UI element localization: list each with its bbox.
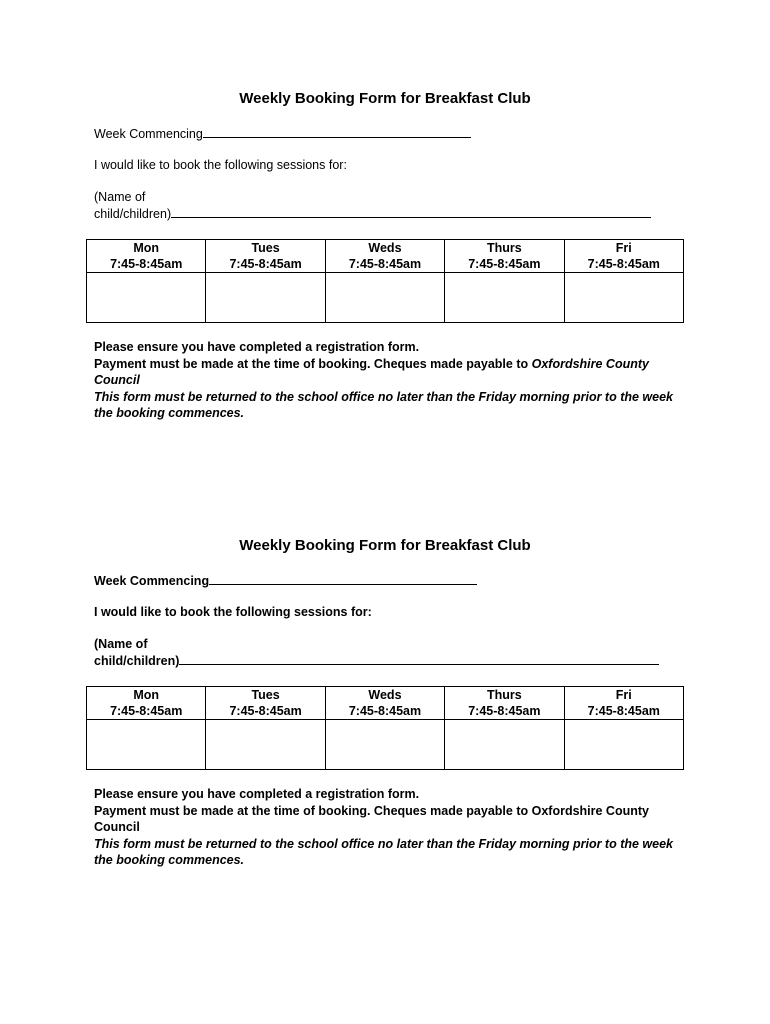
form-notes xyxy=(94,339,694,422)
day-label: Weds xyxy=(368,241,402,255)
name-label-line1: (Name of xyxy=(94,637,148,651)
child-name-field[interactable] xyxy=(179,652,659,665)
day-label: Thurs xyxy=(487,241,522,255)
session-header-weds xyxy=(325,240,444,273)
session-header-mon xyxy=(87,240,206,273)
registration-note: Please ensure you have completed a registration form. xyxy=(94,340,420,354)
week-commencing-row xyxy=(94,572,477,590)
sessions-table xyxy=(86,686,684,770)
session-cell-thurs[interactable] xyxy=(445,720,564,770)
sessions-header-row xyxy=(87,240,684,273)
sessions-header-row xyxy=(87,687,684,720)
day-label: Tues xyxy=(251,241,280,255)
time-label: 7:45-8:45am xyxy=(229,257,302,271)
day-label: Weds xyxy=(368,688,402,702)
session-cell-mon[interactable] xyxy=(87,273,206,323)
payment-text: Payment must be made at the time of booking. Cheques made payable to xyxy=(94,356,529,371)
payment-note xyxy=(94,356,694,389)
day-label: Mon xyxy=(133,241,160,255)
name-label-line1: (Name of xyxy=(94,190,146,204)
time-label: 7:45-8:45am xyxy=(468,704,541,718)
form-title: Weekly Booking Form for Breakfast Club xyxy=(239,90,531,107)
week-commencing-label: Week Commencing xyxy=(94,127,203,141)
payment-note xyxy=(94,803,694,836)
session-header-tues xyxy=(206,240,325,273)
session-header-mon xyxy=(87,687,206,720)
session-cell-fri[interactable] xyxy=(564,720,683,770)
session-cell-tues[interactable] xyxy=(206,720,325,770)
child-name-row xyxy=(94,205,651,223)
session-header-thurs xyxy=(445,240,564,273)
session-header-fri xyxy=(564,240,683,273)
session-cell-tues[interactable] xyxy=(206,273,325,323)
session-header-tues xyxy=(206,687,325,720)
session-header-fri xyxy=(564,687,683,720)
session-cell-fri[interactable] xyxy=(564,273,683,323)
time-label: 7:45-8:45am xyxy=(587,257,660,271)
time-label: 7:45-8:45am xyxy=(348,704,422,718)
session-cell-thurs[interactable] xyxy=(445,273,564,323)
week-commencing-field[interactable] xyxy=(209,572,477,585)
day-label: Fri xyxy=(615,688,632,702)
time-label: 7:45-8:45am xyxy=(110,704,183,718)
child-name-row xyxy=(94,652,659,670)
form-title: Weekly Booking Form for Breakfast Club xyxy=(239,537,531,554)
week-commencing-row xyxy=(94,125,471,143)
day-label: Fri xyxy=(615,241,632,255)
day-label: Tues xyxy=(251,688,280,702)
payee-name: Oxfordshire County Council xyxy=(94,356,649,387)
session-cell-mon[interactable] xyxy=(87,720,206,770)
child-name-field[interactable] xyxy=(171,205,651,218)
session-header-thurs xyxy=(445,687,564,720)
session-cell-weds[interactable] xyxy=(325,273,444,323)
day-label: Thurs xyxy=(487,688,522,702)
name-label-line2: child/children) xyxy=(94,207,172,221)
time-label: 7:45-8:45am xyxy=(110,257,183,271)
payee-name: Oxfordshire County Council xyxy=(94,803,649,834)
session-cell-weds[interactable] xyxy=(325,720,444,770)
week-commencing-field[interactable] xyxy=(203,125,471,138)
time-label: 7:45-8:45am xyxy=(587,704,660,718)
sessions-booking-row xyxy=(87,273,684,323)
week-commencing-label: Week Commencing xyxy=(94,574,210,588)
session-header-weds xyxy=(325,687,444,720)
registration-note: Please ensure you have completed a registration form. xyxy=(94,787,420,801)
book-sessions-text: I would like to book the following sessions for: xyxy=(94,158,347,172)
book-sessions-text: I would like to book the following sessions for: xyxy=(94,605,372,619)
time-label: 7:45-8:45am xyxy=(229,704,302,718)
time-label: 7:45-8:45am xyxy=(468,257,541,271)
sessions-table xyxy=(86,239,684,323)
return-note: This form must be returned to the school office no later than the Friday morning prior to the week the booking commences. xyxy=(94,389,673,420)
time-label: 7:45-8:45am xyxy=(348,257,422,271)
day-label: Mon xyxy=(133,688,160,702)
name-label-line2: child/children) xyxy=(94,654,180,668)
payment-text: Payment must be made at the time of booking. Cheques made payable to xyxy=(94,803,529,818)
return-note: This form must be returned to the school office no later than the Friday morning prior to the week the booking commences. xyxy=(94,836,673,867)
form-notes xyxy=(94,786,694,869)
sessions-booking-row xyxy=(87,720,684,770)
